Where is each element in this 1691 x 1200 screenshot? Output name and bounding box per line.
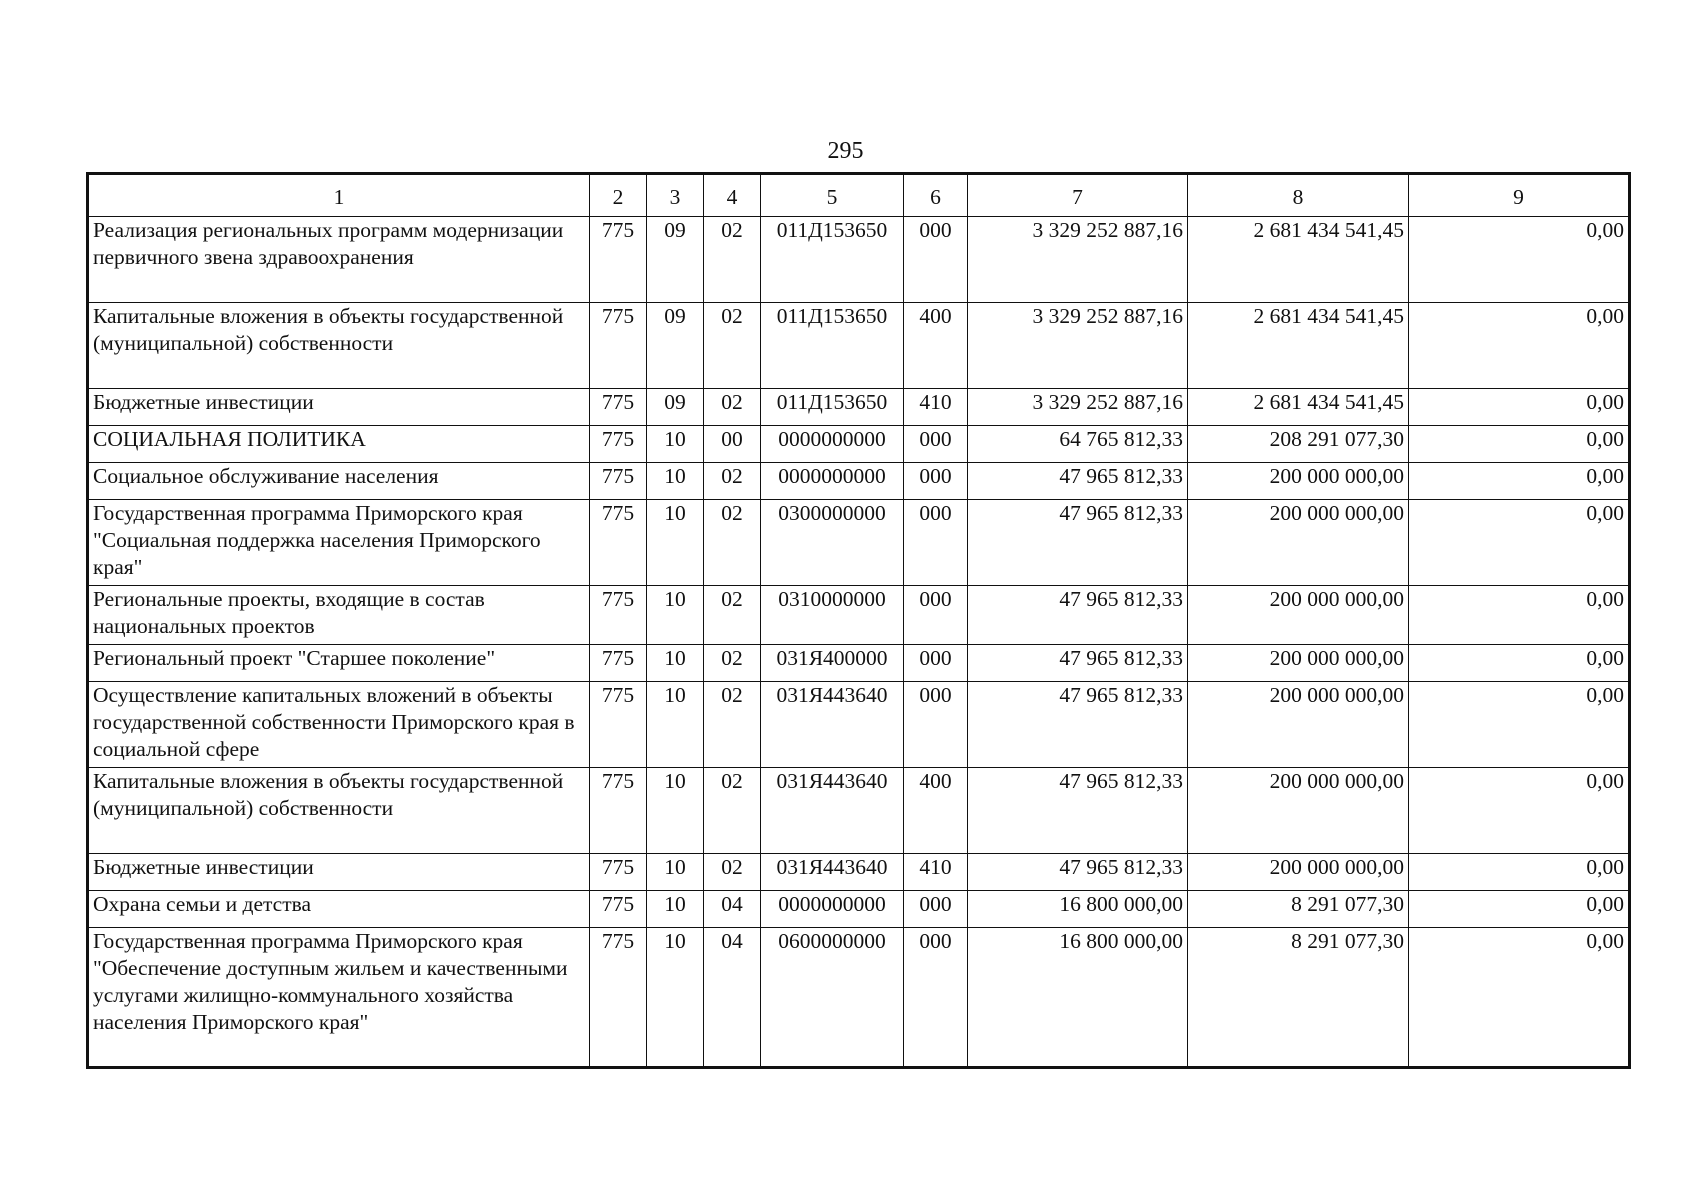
table-row [88, 854, 1630, 891]
row-code-cell: 775 [590, 389, 647, 426]
row-subsection-cell: 02 [704, 645, 761, 682]
row-amount-cell: 200 000 000,00 [1188, 768, 1409, 854]
row-target-code-cell: 031Я400000 [761, 645, 904, 682]
row-expense-type-cell: 400 [904, 303, 968, 389]
row-amount-cell: 200 000 000,00 [1188, 854, 1409, 891]
row-section-cell: 10 [647, 854, 704, 891]
row-amount-cell: 47 965 812,33 [968, 463, 1188, 500]
row-amount-cell: 47 965 812,33 [968, 768, 1188, 854]
row-code-cell: 775 [590, 500, 647, 586]
row-amount-cell: 0,00 [1409, 586, 1630, 645]
row-name-cell: Капитальные вложения в объекты государственной (муниципальной) собственности [88, 303, 590, 389]
row-name-cell: Государственная программа Приморского края "Обеспечение доступным жильем и качественными услугами жилищно-коммунального хозяйства населения Приморского края" [88, 928, 590, 1068]
row-expense-type-cell: 000 [904, 891, 968, 928]
header-cell: 8 [1188, 174, 1409, 217]
table-row [88, 303, 1630, 389]
header-cell: 3 [647, 174, 704, 217]
row-section-cell: 10 [647, 426, 704, 463]
header-cell: 7 [968, 174, 1188, 217]
header-row [88, 174, 1630, 217]
row-amount-cell: 0,00 [1409, 500, 1630, 586]
row-amount-cell: 0,00 [1409, 217, 1630, 303]
header-cell: 6 [904, 174, 968, 217]
row-expense-type-cell: 000 [904, 426, 968, 463]
row-name-cell: Капитальные вложения в объекты государственной (муниципальной) собственности [88, 768, 590, 854]
table-row [88, 217, 1630, 303]
row-amount-cell: 0,00 [1409, 891, 1630, 928]
row-amount-cell: 2 681 434 541,45 [1188, 217, 1409, 303]
row-amount-cell: 0,00 [1409, 463, 1630, 500]
row-amount-cell: 47 965 812,33 [968, 500, 1188, 586]
table-row [88, 463, 1630, 500]
row-amount-cell: 3 329 252 887,16 [968, 217, 1188, 303]
table-row [88, 891, 1630, 928]
row-code-cell: 775 [590, 217, 647, 303]
row-target-code-cell: 031Я443640 [761, 854, 904, 891]
table-row [88, 389, 1630, 426]
header-cell: 5 [761, 174, 904, 217]
row-amount-cell: 16 800 000,00 [968, 891, 1188, 928]
row-amount-cell: 0,00 [1409, 645, 1630, 682]
row-amount-cell: 3 329 252 887,16 [968, 303, 1188, 389]
table-row [88, 426, 1630, 463]
row-subsection-cell: 02 [704, 389, 761, 426]
row-amount-cell: 0,00 [1409, 682, 1630, 768]
row-amount-cell: 0,00 [1409, 389, 1630, 426]
row-expense-type-cell: 000 [904, 586, 968, 645]
table-row [88, 682, 1630, 768]
row-section-cell: 09 [647, 217, 704, 303]
row-amount-cell: 0,00 [1409, 854, 1630, 891]
row-target-code-cell: 0600000000 [761, 928, 904, 1068]
row-code-cell: 775 [590, 854, 647, 891]
row-amount-cell: 3 329 252 887,16 [968, 389, 1188, 426]
row-expense-type-cell: 000 [904, 645, 968, 682]
row-expense-type-cell: 410 [904, 389, 968, 426]
row-section-cell: 10 [647, 463, 704, 500]
row-section-cell: 09 [647, 303, 704, 389]
row-target-code-cell: 0300000000 [761, 500, 904, 586]
table-row [88, 645, 1630, 682]
row-section-cell: 10 [647, 891, 704, 928]
row-code-cell: 775 [590, 303, 647, 389]
row-amount-cell: 208 291 077,30 [1188, 426, 1409, 463]
row-name-cell: Региональный проект "Старшее поколение" [88, 645, 590, 682]
row-amount-cell: 200 000 000,00 [1188, 682, 1409, 768]
row-amount-cell: 0,00 [1409, 928, 1630, 1068]
row-code-cell: 775 [590, 426, 647, 463]
row-name-cell: Бюджетные инвестиции [88, 389, 590, 426]
row-amount-cell: 8 291 077,30 [1188, 891, 1409, 928]
row-amount-cell: 0,00 [1409, 303, 1630, 389]
row-subsection-cell: 02 [704, 854, 761, 891]
header-cell: 2 [590, 174, 647, 217]
row-target-code-cell: 0000000000 [761, 891, 904, 928]
row-subsection-cell: 02 [704, 586, 761, 645]
row-amount-cell: 0,00 [1409, 768, 1630, 854]
budget-table [86, 172, 1631, 1069]
row-target-code-cell: 0000000000 [761, 463, 904, 500]
row-name-cell: СОЦИАЛЬНАЯ ПОЛИТИКА [88, 426, 590, 463]
row-target-code-cell: 0310000000 [761, 586, 904, 645]
row-amount-cell: 0,00 [1409, 426, 1630, 463]
row-code-cell: 775 [590, 586, 647, 645]
row-target-code-cell: 031Я443640 [761, 682, 904, 768]
row-amount-cell: 16 800 000,00 [968, 928, 1188, 1068]
row-target-code-cell: 011Д153650 [761, 303, 904, 389]
row-name-cell: Региональные проекты, входящие в состав национальных проектов [88, 586, 590, 645]
row-amount-cell: 200 000 000,00 [1188, 586, 1409, 645]
row-amount-cell: 64 765 812,33 [968, 426, 1188, 463]
row-expense-type-cell: 000 [904, 500, 968, 586]
row-code-cell: 775 [590, 768, 647, 854]
row-amount-cell: 200 000 000,00 [1188, 463, 1409, 500]
row-subsection-cell: 00 [704, 426, 761, 463]
row-name-cell: Бюджетные инвестиции [88, 854, 590, 891]
row-subsection-cell: 02 [704, 682, 761, 768]
row-section-cell: 10 [647, 928, 704, 1068]
row-target-code-cell: 011Д153650 [761, 217, 904, 303]
header-cell: 4 [704, 174, 761, 217]
page-number: 295 [827, 138, 864, 164]
row-section-cell: 09 [647, 389, 704, 426]
row-subsection-cell: 02 [704, 303, 761, 389]
row-amount-cell: 8 291 077,30 [1188, 928, 1409, 1068]
row-subsection-cell: 02 [704, 500, 761, 586]
row-amount-cell: 2 681 434 541,45 [1188, 303, 1409, 389]
row-name-cell: Осуществление капитальных вложений в объекты государственной собственности Приморского края в социальной сфере [88, 682, 590, 768]
row-section-cell: 10 [647, 645, 704, 682]
row-section-cell: 10 [647, 682, 704, 768]
row-section-cell: 10 [647, 768, 704, 854]
row-expense-type-cell: 000 [904, 928, 968, 1068]
row-name-cell: Охрана семьи и детства [88, 891, 590, 928]
row-amount-cell: 47 965 812,33 [968, 682, 1188, 768]
row-subsection-cell: 02 [704, 768, 761, 854]
row-expense-type-cell: 400 [904, 768, 968, 854]
row-code-cell: 775 [590, 682, 647, 768]
row-code-cell: 775 [590, 463, 647, 500]
row-section-cell: 10 [647, 500, 704, 586]
row-code-cell: 775 [590, 891, 647, 928]
table-row [88, 500, 1630, 586]
row-amount-cell: 47 965 812,33 [968, 645, 1188, 682]
row-expense-type-cell: 410 [904, 854, 968, 891]
table-row [88, 928, 1630, 1068]
row-amount-cell: 2 681 434 541,45 [1188, 389, 1409, 426]
row-subsection-cell: 02 [704, 463, 761, 500]
row-section-cell: 10 [647, 586, 704, 645]
row-name-cell: Государственная программа Приморского края "Социальная поддержка населения Приморского края" [88, 500, 590, 586]
row-target-code-cell: 031Я443640 [761, 768, 904, 854]
row-code-cell: 775 [590, 645, 647, 682]
table-row [88, 586, 1630, 645]
row-expense-type-cell: 000 [904, 217, 968, 303]
row-name-cell: Социальное обслуживание населения [88, 463, 590, 500]
row-amount-cell: 47 965 812,33 [968, 586, 1188, 645]
row-code-cell: 775 [590, 928, 647, 1068]
row-amount-cell: 200 000 000,00 [1188, 500, 1409, 586]
row-name-cell: Реализация региональных программ модернизации первичного звена здравоохранения [88, 217, 590, 303]
row-expense-type-cell: 000 [904, 463, 968, 500]
header-cell: 9 [1409, 174, 1630, 217]
row-subsection-cell: 04 [704, 928, 761, 1068]
row-amount-cell: 200 000 000,00 [1188, 645, 1409, 682]
row-target-code-cell: 0000000000 [761, 426, 904, 463]
row-subsection-cell: 04 [704, 891, 761, 928]
header-cell: 1 [88, 174, 590, 217]
row-target-code-cell: 011Д153650 [761, 389, 904, 426]
row-amount-cell: 47 965 812,33 [968, 854, 1188, 891]
row-expense-type-cell: 000 [904, 682, 968, 768]
row-subsection-cell: 02 [704, 217, 761, 303]
table-row [88, 768, 1630, 854]
